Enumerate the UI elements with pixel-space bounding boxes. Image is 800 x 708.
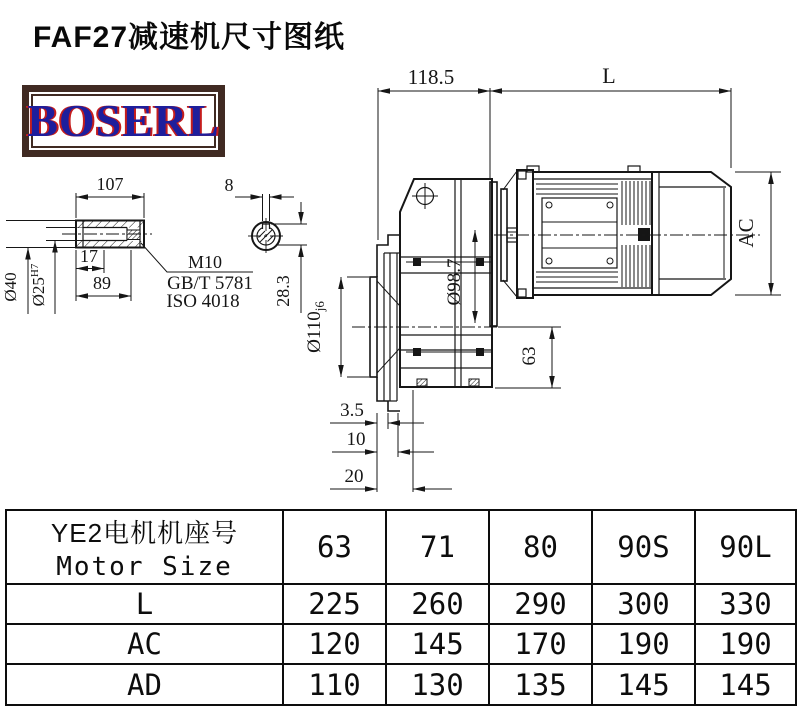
- size-90l: 90L: [695, 510, 796, 584]
- row-label-L: L: [6, 584, 283, 624]
- header-line-cn: YE2电机机座号: [50, 517, 239, 548]
- standard-iso: ISO 4018: [166, 291, 240, 312]
- motor-size-table: [5, 509, 797, 706]
- cell: 135: [489, 664, 592, 705]
- dim-bore25h7: $Ø25^{H7}$: [29, 263, 48, 307]
- table-row: [6, 584, 796, 624]
- output-flange: [370, 235, 400, 411]
- logo-text: BOSERL: [27, 95, 220, 146]
- cell: 190: [695, 624, 796, 664]
- dim-1185: 118.5: [407, 65, 455, 89]
- size-63: 63: [283, 510, 386, 584]
- shaft-side-view: [6, 221, 152, 248]
- page-title: FAF27减速机尺寸图纸: [33, 21, 346, 54]
- cell: 145: [695, 664, 796, 705]
- table-header-row: [6, 510, 796, 584]
- dim-107: 107: [96, 174, 124, 194]
- dim-L: L: [602, 63, 616, 88]
- row-label-AC: AC: [6, 624, 283, 664]
- size-71: 71: [386, 510, 489, 584]
- dim-key-8: 8: [224, 175, 234, 195]
- size-80: 80: [489, 510, 592, 584]
- dim-283: 28.3: [273, 275, 293, 307]
- dim-35: 3.5: [340, 400, 364, 421]
- dim-17: 17: [80, 246, 98, 266]
- thread-label: M10: [187, 252, 223, 272]
- dim-AC: AC: [734, 218, 758, 248]
- cell: 330: [695, 584, 796, 624]
- cell: 145: [386, 624, 489, 664]
- cell: 300: [592, 584, 695, 624]
- dim-987: Ø98.7: [444, 258, 465, 306]
- dim-63: 63: [519, 346, 540, 366]
- cell: 290: [489, 584, 592, 624]
- header-line-en: Motor Size: [56, 551, 233, 582]
- standard-gbt: GB/T 5781: [167, 273, 253, 294]
- header-motor-size: [6, 510, 283, 584]
- cell: 170: [489, 624, 592, 664]
- cell: 190: [592, 624, 695, 664]
- cell: 120: [283, 624, 386, 664]
- dim-110j6: $Ø110_{j6}$: [304, 301, 327, 353]
- size-90s: 90S: [592, 510, 695, 584]
- table-row: [6, 664, 796, 705]
- dim-10: 10: [346, 429, 366, 450]
- cell: 145: [592, 664, 695, 705]
- table-row: [6, 624, 796, 664]
- cell: 130: [386, 664, 489, 705]
- cell: 110: [283, 664, 386, 705]
- dim-od40: Ø40: [1, 272, 20, 302]
- dim-89: 89: [93, 273, 111, 293]
- cell: 260: [386, 584, 489, 624]
- gearbox-motor-view: [352, 166, 760, 411]
- row-label-AD: AD: [6, 664, 283, 705]
- cell: 225: [283, 584, 386, 624]
- motor: [507, 166, 731, 298]
- dim-20: 20: [344, 466, 364, 487]
